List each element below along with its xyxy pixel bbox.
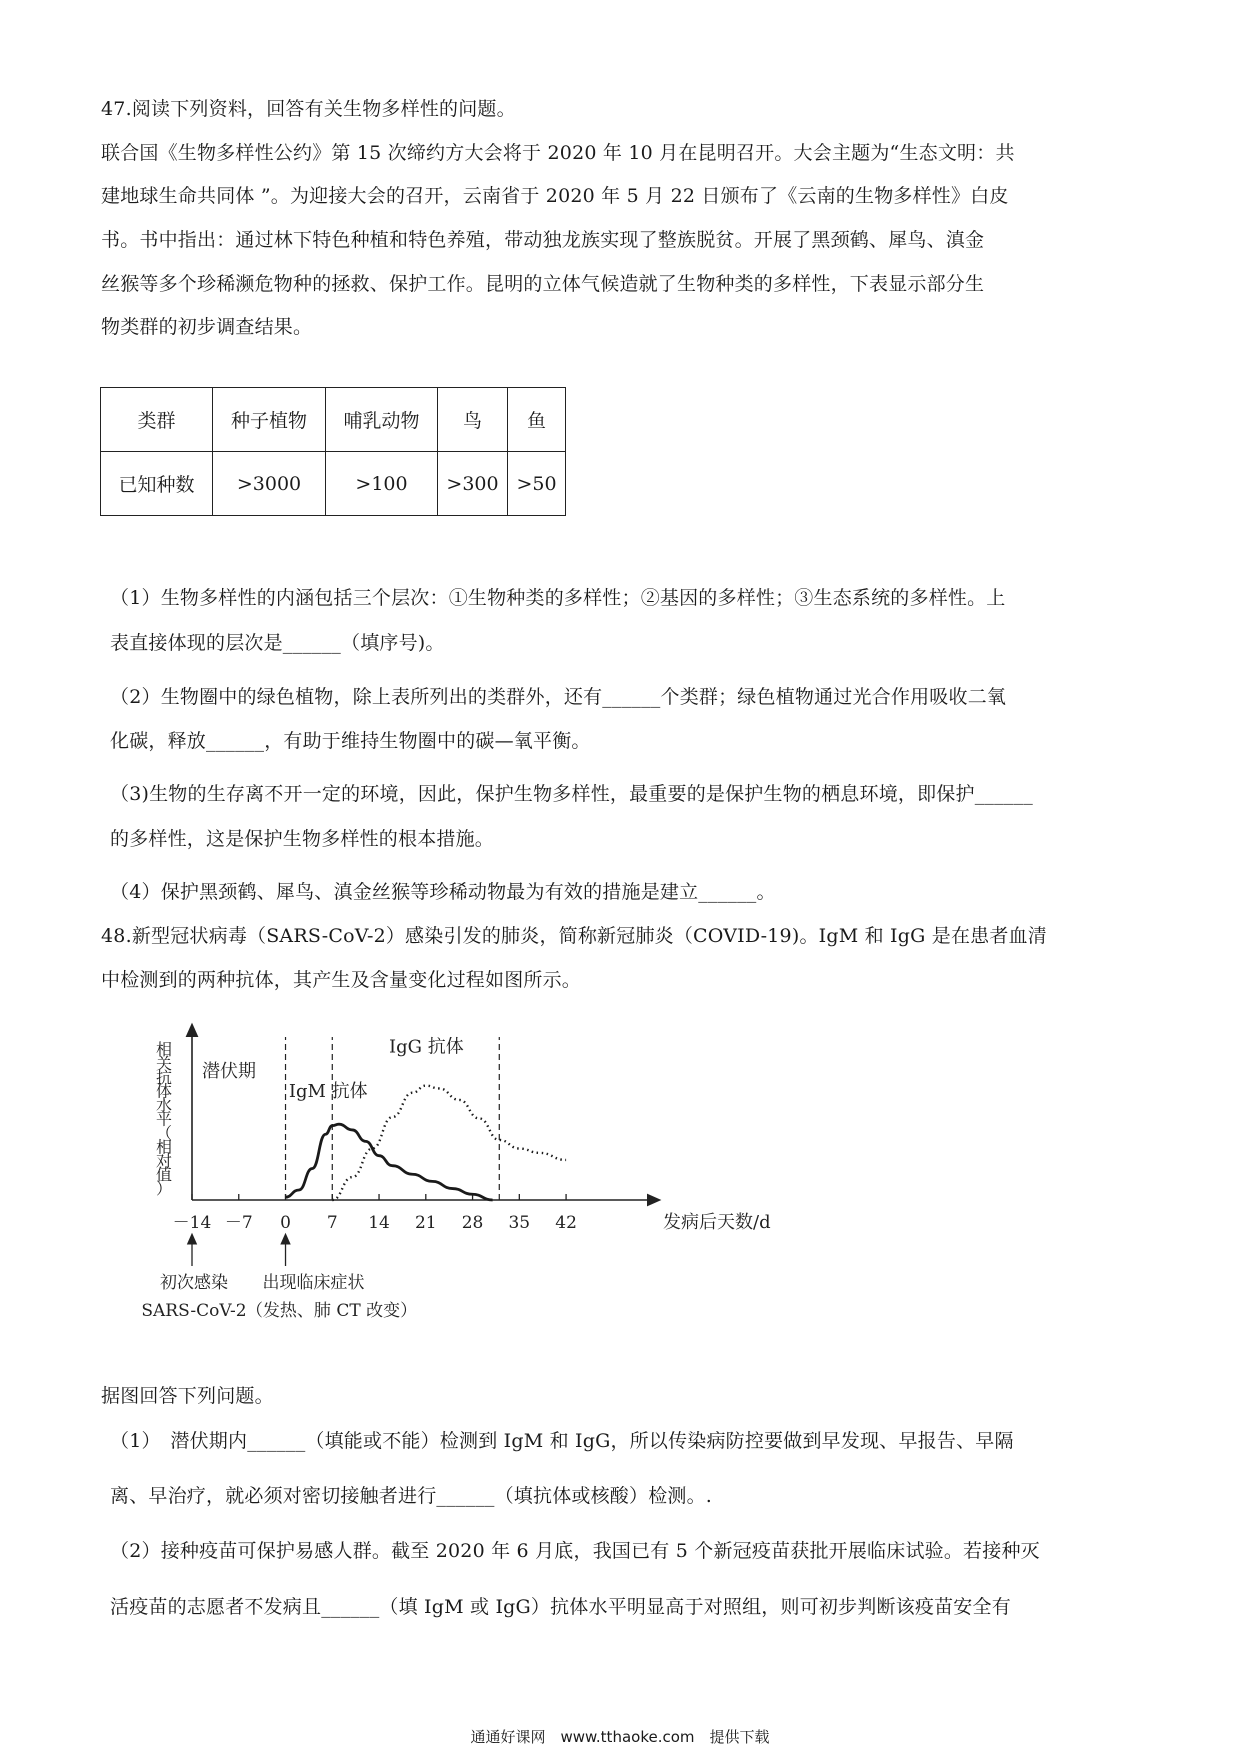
x-axis-label: 发病后天数/d bbox=[663, 1212, 771, 1233]
y-axis-label-char: 对 bbox=[155, 1151, 173, 1171]
q47-passage-line: 建地球生命共同体 ”。为迎接大会的召开，云南省于 2020 年 5 月 22 日颁布了《云南的生物多样性》白皮 bbox=[101, 185, 1009, 207]
annotation-label: 初次感染 bbox=[160, 1273, 228, 1293]
table-cell: 已知种数 bbox=[101, 452, 213, 516]
x-tick-label: 14 bbox=[368, 1213, 390, 1233]
q47-passage-line: 丝猴等多个珍稀濒危物种的拯救、保护工作。昆明的立体气候造就了生物种类的多样性，下表显示部分生 bbox=[101, 273, 985, 295]
y-axis-label-char: 水 bbox=[155, 1095, 173, 1115]
q47-question-line: （3)生物的生存离不开一定的环境，因此，保护生物多样性，最重要的是保护生物的栖息环境，即保护______ bbox=[110, 783, 1033, 805]
annotation-sublabel: SARS-CoV-2 bbox=[141, 1301, 247, 1321]
x-tick-label: －7 bbox=[224, 1213, 253, 1233]
q48-after-chart: 据图回答下列问题。 bbox=[101, 1385, 274, 1407]
table-cell: 种子植物 bbox=[213, 388, 326, 452]
y-axis-label-char: （ bbox=[155, 1123, 173, 1143]
y-axis-label-char: 抗 bbox=[155, 1067, 173, 1087]
q48-question-line: （1） 潜伏期内______（填能或不能）检测到 IgM 和 IgG，所以传染病防控要做到早发现、早报告、早隔 bbox=[110, 1430, 1014, 1452]
table-cell: >3000 bbox=[213, 452, 326, 516]
table-header-row bbox=[101, 388, 566, 452]
x-tick-label: 7 bbox=[326, 1213, 338, 1233]
footer-text: 通通好课网 www.tthaoke.com 提供下载 bbox=[470, 1728, 770, 1746]
q48-intro-line: 中检测到的两种抗体，其产生及含量变化过程如图所示。 bbox=[101, 969, 582, 991]
table-cell: 鱼 bbox=[508, 388, 566, 452]
table-cell: >50 bbox=[508, 452, 566, 516]
y-axis-label-char: ） bbox=[155, 1179, 173, 1199]
chart-labels bbox=[141, 1037, 770, 1321]
annotation-sublabel: （发热、肺 CT 改变） bbox=[245, 1301, 418, 1321]
antibody-chart bbox=[140, 1015, 800, 1355]
table-row bbox=[101, 452, 566, 516]
x-tick-label: 28 bbox=[461, 1213, 484, 1233]
igm-line bbox=[286, 1124, 493, 1200]
incubation-period-label: 潜伏期 bbox=[202, 1061, 257, 1083]
q48-question-line: 离、早治疗，就必须对密切接触者进行______（填抗体或核酸）检测。. bbox=[110, 1485, 713, 1507]
x-tick-label: －14 bbox=[172, 1213, 212, 1233]
q48-intro-line: 48.新型冠状病毒（SARS-CoV-2）感染引发的肺炎，简称新冠肺炎（COVID-19)。IgM 和 IgG 是在患者血清 bbox=[101, 925, 1047, 947]
x-tick-label: 35 bbox=[508, 1213, 531, 1233]
table-cell: >300 bbox=[438, 452, 508, 516]
annotation-label: 出现临床症状 bbox=[262, 1273, 365, 1293]
q47-question-line: （4）保护黑颈鹤、犀鸟、滇金丝猴等珍稀动物最为有效的措施是建立______。 bbox=[110, 881, 776, 903]
species-table bbox=[100, 387, 566, 516]
y-axis-label-char: 关 bbox=[155, 1053, 173, 1073]
q47-passage-line: 书。书中指出：通过林下特色种植和特色养殖，带动独龙族实现了整族脱贫。开展了黑颈鹤、犀鸟、滇金 bbox=[101, 229, 985, 251]
q47-question-line: 化碳，释放______，有助于维持生物圈中的碳—氧平衡。 bbox=[110, 730, 591, 752]
table-cell: >100 bbox=[326, 452, 438, 516]
q48-question-line: （2）接种疫苗可保护易感人群。截至 2020 年 6 月底，我国已有 5 个新冠疫苗获批开展临床试验。若接种灭 bbox=[110, 1540, 1040, 1562]
q47-title: 47.阅读下列资料，回答有关生物多样性的问题。 bbox=[101, 98, 516, 120]
x-tick-label: 0 bbox=[280, 1213, 291, 1233]
y-axis-label-char: 体 bbox=[155, 1081, 173, 1101]
table-cell: 类群 bbox=[101, 388, 213, 452]
q47-passage-line: 联合国《生物多样性公约》第 15 次缔约方大会将于 2020 年 10 月在昆明召开。大会主题为“生态文明：共 bbox=[101, 142, 1015, 164]
q47-question-line: （2）生物圈中的绿色植物，除上表所列出的类群外，还有______个类群；绿色植物通过光合作用吸收二氧 bbox=[110, 686, 1007, 708]
x-tick-label: 21 bbox=[414, 1213, 437, 1233]
y-axis-label-char: 相 bbox=[155, 1137, 173, 1157]
y-axis-label-char: 值 bbox=[155, 1165, 173, 1185]
q47-question-line: （1）生物多样性的内涵包括三个层次：①生物种类的多样性；②基因的多样性；③生态系统的多样性。上 bbox=[110, 587, 1006, 609]
igm-label: IgM 抗体 bbox=[288, 1081, 368, 1103]
table-cell: 鸟 bbox=[438, 388, 508, 452]
table-cell: 哺乳动物 bbox=[326, 388, 438, 452]
q47-question-line: 表直接体现的层次是______（填序号)。 bbox=[110, 632, 445, 654]
igg-label: IgG 抗体 bbox=[389, 1036, 464, 1058]
x-tick-label: 42 bbox=[555, 1213, 577, 1233]
y-axis-label-char: 相 bbox=[155, 1040, 173, 1059]
y-axis-label-char: 平 bbox=[155, 1109, 173, 1129]
q48-question-line: 活疫苗的志愿者不发病且______（填 IgM 或 IgG）抗体水平明显高于对照组，则可初步判断该疫苗安全有 bbox=[110, 1596, 1011, 1618]
q47-question-line: 的多样性，这是保护生物多样性的根本措施。 bbox=[110, 828, 495, 850]
q47-passage-line: 物类群的初步调查结果。 bbox=[101, 316, 313, 338]
